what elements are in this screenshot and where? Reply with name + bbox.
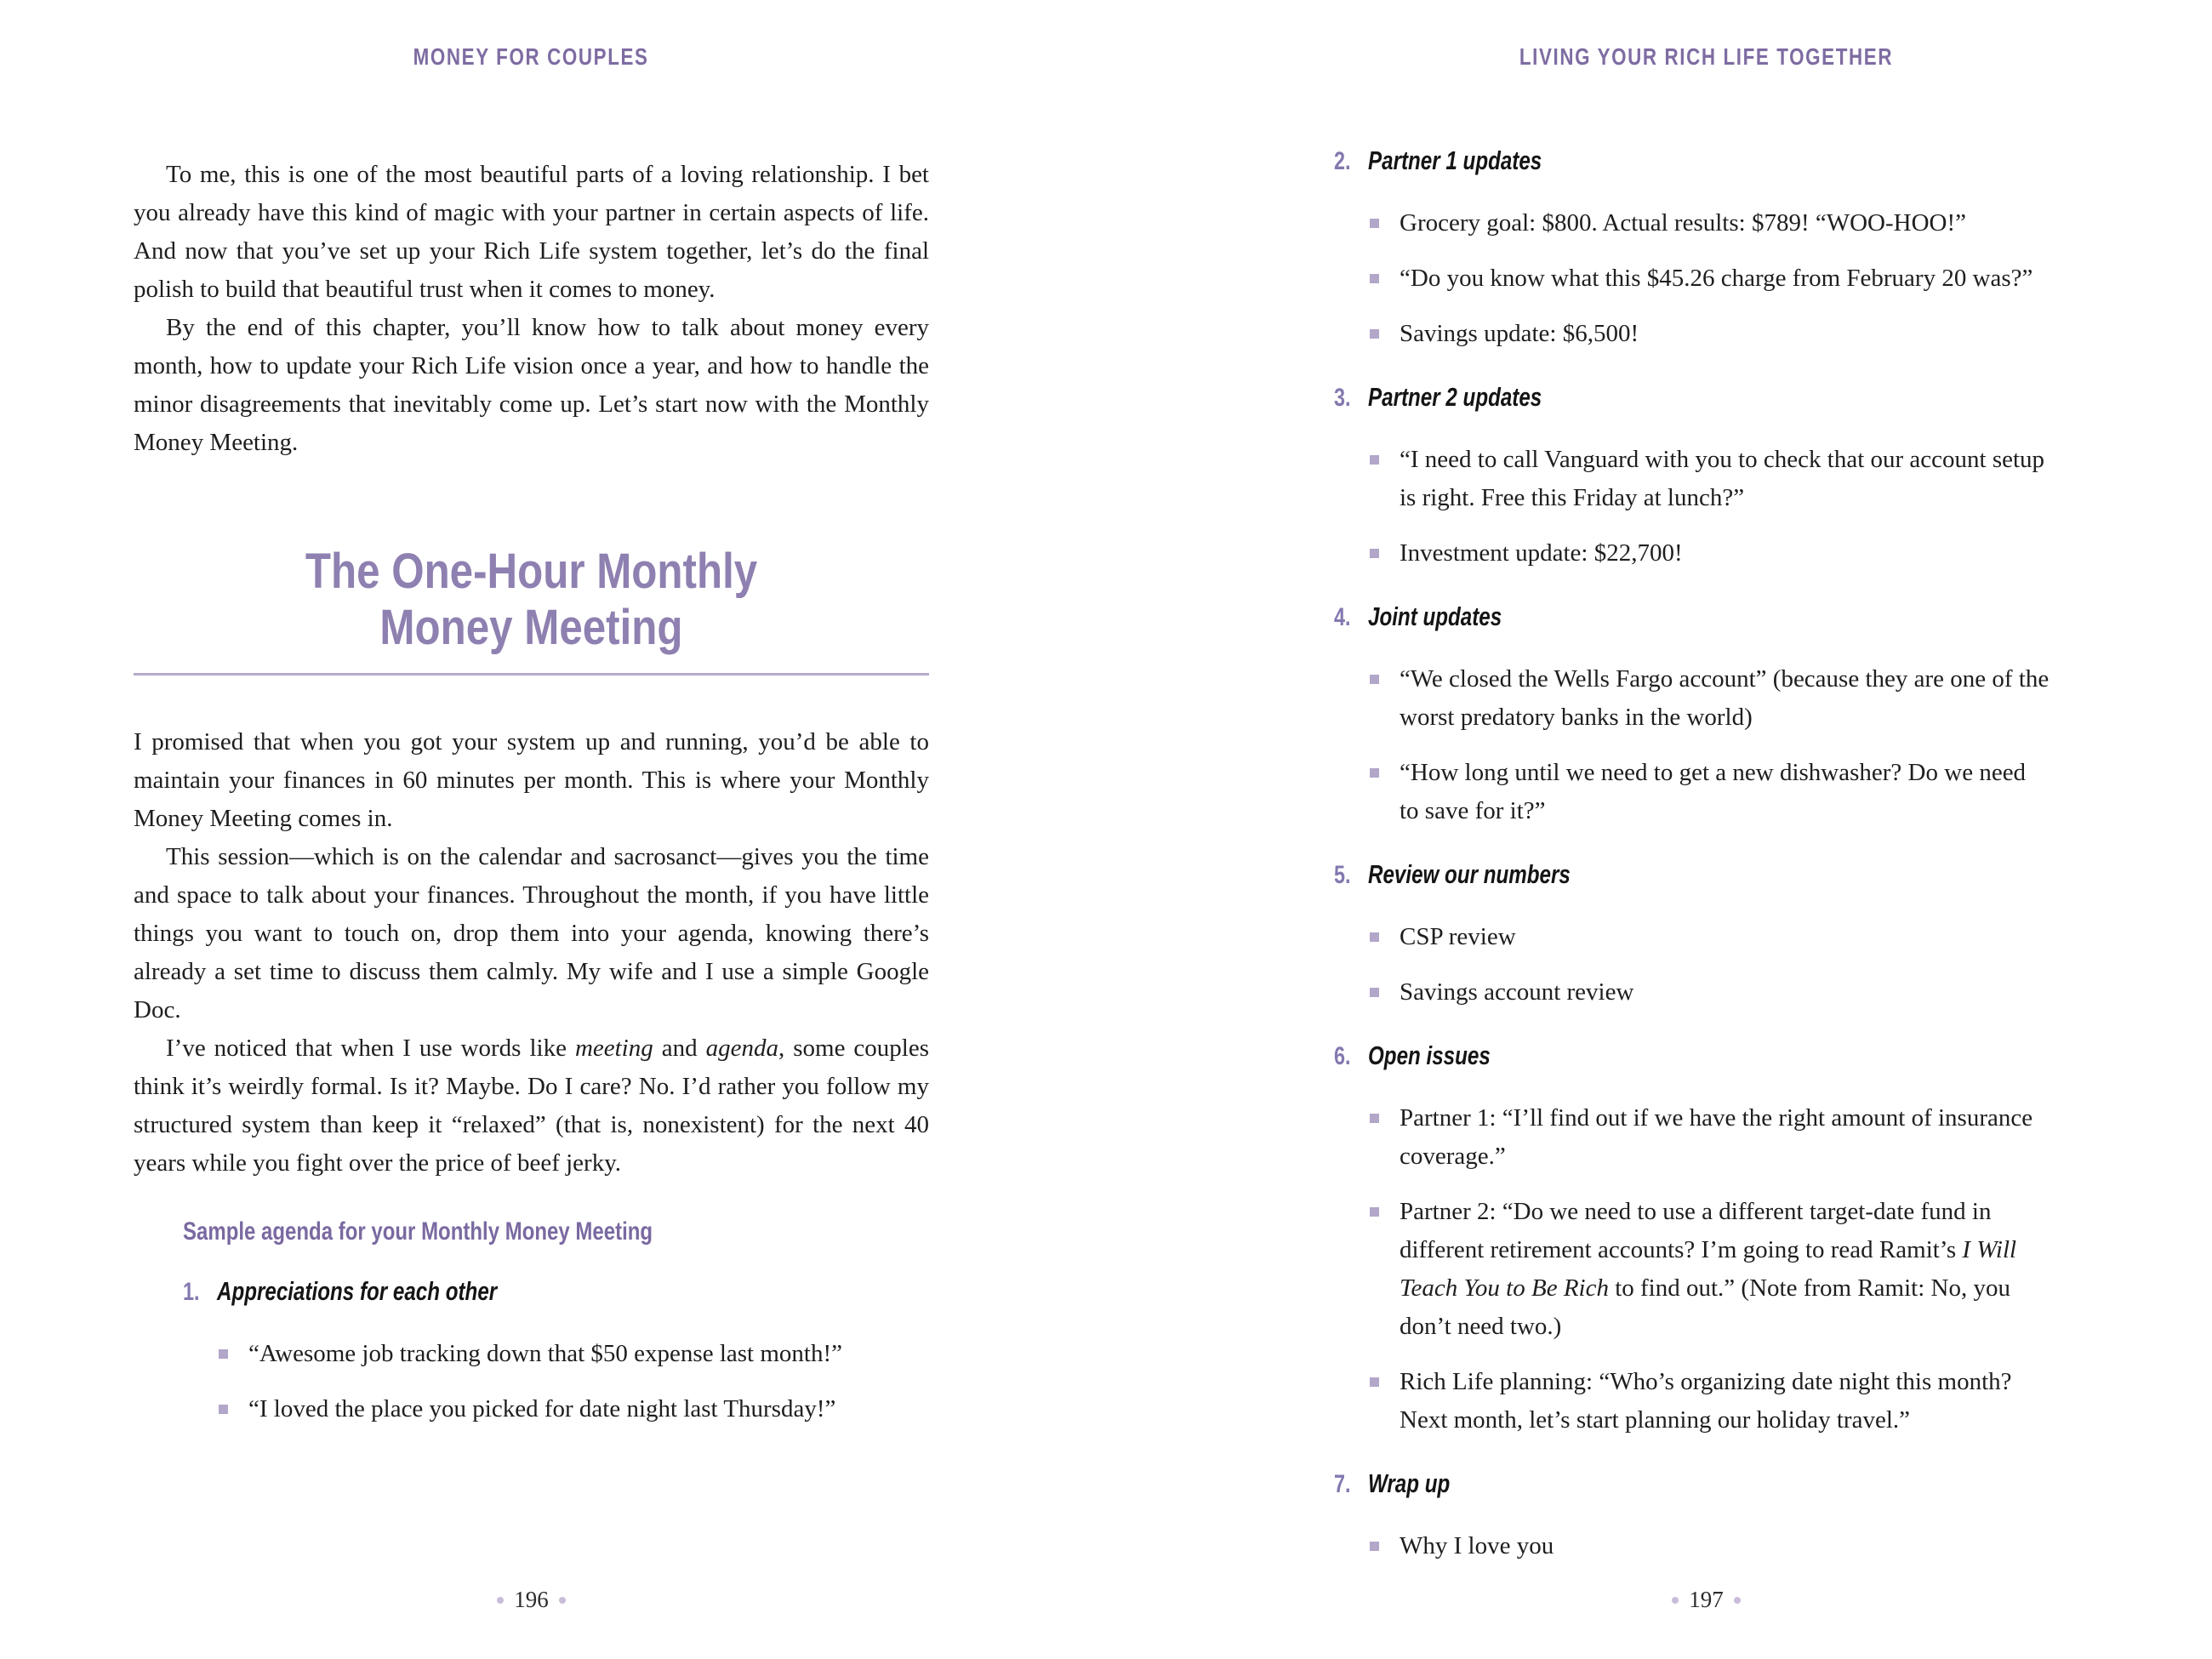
left-text-column (134, 43, 929, 1445)
agenda-item (183, 1274, 929, 1309)
item-label: Wrap up (1368, 1468, 1451, 1498)
bullet-item (1334, 1363, 2078, 1440)
bullet-square-icon (219, 1405, 228, 1414)
running-head (134, 43, 929, 71)
item-label: Appreciations for each other (217, 1276, 498, 1306)
bullet-square-icon (1370, 675, 1379, 684)
page-number (1334, 1587, 2078, 1612)
running-head-text: MONEY FOR COUPLES (413, 43, 649, 70)
section-heading-line2: Money Meeting (379, 600, 683, 655)
bullet-text: “Awesome job tracking down that $50 expense last month!” (248, 1340, 842, 1367)
bullet-item (1334, 754, 2078, 830)
bullet-square-icon (1370, 988, 1379, 997)
bullet-square-icon (1370, 219, 1379, 228)
agenda-section (183, 1217, 929, 1428)
item-number: 4. (1334, 603, 1351, 631)
agenda-heading: Sample agenda for your Monthly Money Meeting (183, 1217, 653, 1246)
paragraph: To me, this is one of the most beautiful parts of a loving relationship. I bet you already have this kind of magic with your partner in certain aspects of life. And now that you’ve set up your Rich Life system together, let’s do the final polish to build that beautiful trust when it comes to money. (134, 161, 929, 303)
bullet-text: “We closed the Wells Fargo account” (because they are one of the worst predatory banks in the world) (1400, 665, 2050, 731)
running-head (1334, 43, 2078, 71)
bullet-square-icon (1370, 768, 1379, 778)
page-number-dot (1734, 1597, 1741, 1604)
running-head-text: LIVING YOUR RICH LIFE TOGETHER (1519, 43, 1894, 70)
agenda-item (1334, 858, 2078, 892)
bullet-square-icon (1370, 455, 1379, 465)
bullet-text: “I loved the place you picked for date night last Thursday!” (248, 1395, 836, 1422)
bullet-text: “How long until we need to get a new dishwasher? Do we need to save for it?” (1400, 759, 2027, 824)
bullet-text: Savings account review (1400, 978, 1634, 1006)
section-heading-line1: The One-Hour Monthly (305, 544, 758, 599)
bullet-text: Savings update: $6,500! (1400, 320, 1639, 347)
paragraph: I’ve noticed that when I use words like meeting and agenda, some couples think it’s weirdly formal. Is it? Maybe. Do I care? No. I’d rather you follow my structured system than keep it “relaxed” (that is, nonexistent) for the next 40 years while you fight over the price of beef jerky. (134, 1035, 930, 1177)
item-number: 5. (1334, 861, 1351, 889)
heading-divider (134, 673, 929, 676)
right-text-column (1334, 43, 2078, 1582)
paragraph: I promised that when you got your system up and running, you’d be able to maintain your finances in 60 minutes per month. This is where your Monthly Money Meeting comes in. (134, 728, 929, 832)
agenda-item (1334, 144, 2078, 179)
page-number-text: 196 (514, 1587, 549, 1612)
item-label: Partner 2 updates (1368, 382, 1542, 412)
item-label: Open issues (1368, 1040, 1491, 1070)
book-page-right (1106, 0, 2212, 1659)
bullet-text: CSP review (1400, 923, 1516, 950)
agenda-item (1334, 1467, 2078, 1502)
agenda-items (1334, 144, 2078, 1565)
bullet-square-icon (1370, 274, 1379, 283)
bullet-text: Partner 2: “Do we need to use a different target-date fund in different retirement accounts? I’m going to read Ramit’s I Will Teach You to Be Rich to find out.” (Note from Ramit: No, you don’t need two.) (1400, 1198, 2017, 1340)
item-label: Joint updates (1368, 601, 1502, 631)
bullet-item (183, 1390, 929, 1428)
bullet-text: Rich Life planning: “Who’s organizing date night this month? Next month, let’s start planning our holiday travel.” (1400, 1368, 2012, 1434)
bullet-item (1334, 1193, 2078, 1346)
bullet-square-icon (219, 1349, 228, 1359)
bullet-item (1334, 1527, 2078, 1565)
page-number-dot (497, 1597, 504, 1604)
item-number: 6. (1334, 1042, 1351, 1070)
item-label: Partner 1 updates (1368, 145, 1542, 175)
bullet-item (1334, 534, 2078, 573)
agenda-item (1334, 380, 2078, 415)
item-number: 1. (183, 1278, 200, 1306)
item-number: 7. (1334, 1470, 1351, 1498)
bullet-item (1334, 660, 2078, 737)
agenda-item (1334, 600, 2078, 635)
bullet-item (1334, 259, 2078, 298)
bullet-square-icon (1370, 932, 1379, 942)
item-label: Review our numbers (1368, 859, 1571, 889)
section-heading (134, 544, 929, 656)
bullet-square-icon (1370, 329, 1379, 339)
paragraph: By the end of this chapter, you’ll know how to talk about money every month, how to update your Rich Life vision once a year, and how to handle the minor disagreements that inevitably come up. Let’s start now with the Monthly Money Meeting. (134, 314, 929, 456)
bullet-item (1334, 204, 2078, 242)
paragraph: This session—which is on the calendar and sacrosanct—gives you the time and space to talk about your finances. Throughout the month, if you have little things you want to touch on, drop them into your agenda, knowing there’s already a set time to discuss them calmly. My wife and I use a simple Google Doc. (134, 843, 929, 1023)
bullet-item (1334, 315, 2078, 353)
intro-paragraphs (134, 156, 929, 462)
bullet-text: Why I love you (1400, 1532, 1554, 1559)
bullet-square-icon (1370, 1542, 1379, 1551)
bullet-item (1334, 918, 2078, 956)
bullet-item (1334, 1099, 2078, 1176)
bullet-square-icon (1370, 549, 1379, 558)
page-number (134, 1587, 929, 1612)
section-paragraphs (134, 723, 929, 1183)
bullet-item (1334, 973, 2078, 1012)
bullet-text: “I need to call Vanguard with you to check that our account setup is right. Free this Friday at lunch?” (1400, 446, 2045, 511)
page-number-dot (1672, 1597, 1679, 1604)
bullet-square-icon (1370, 1377, 1379, 1387)
agenda-item (1334, 1039, 2078, 1074)
item-number: 2. (1334, 147, 1351, 175)
bullet-text: Grocery goal: $800. Actual results: $789! “WOO-HOO!” (1400, 209, 1967, 237)
bullet-item (1334, 441, 2078, 517)
page-number-text: 197 (1689, 1587, 1724, 1612)
bullet-square-icon (1370, 1207, 1379, 1217)
bullet-text: Partner 1: “I’ll find out if we have the right amount of insurance coverage.” (1400, 1104, 2033, 1170)
agenda-items (183, 1274, 929, 1428)
bullet-square-icon (1370, 1114, 1379, 1123)
page-number-dot (559, 1597, 566, 1604)
bullet-item (183, 1335, 929, 1373)
bullet-text: Investment update: $22,700! (1400, 539, 1683, 567)
item-number: 3. (1334, 384, 1351, 412)
bullet-text: “Do you know what this $45.26 charge from February 20 was?” (1400, 265, 2033, 292)
